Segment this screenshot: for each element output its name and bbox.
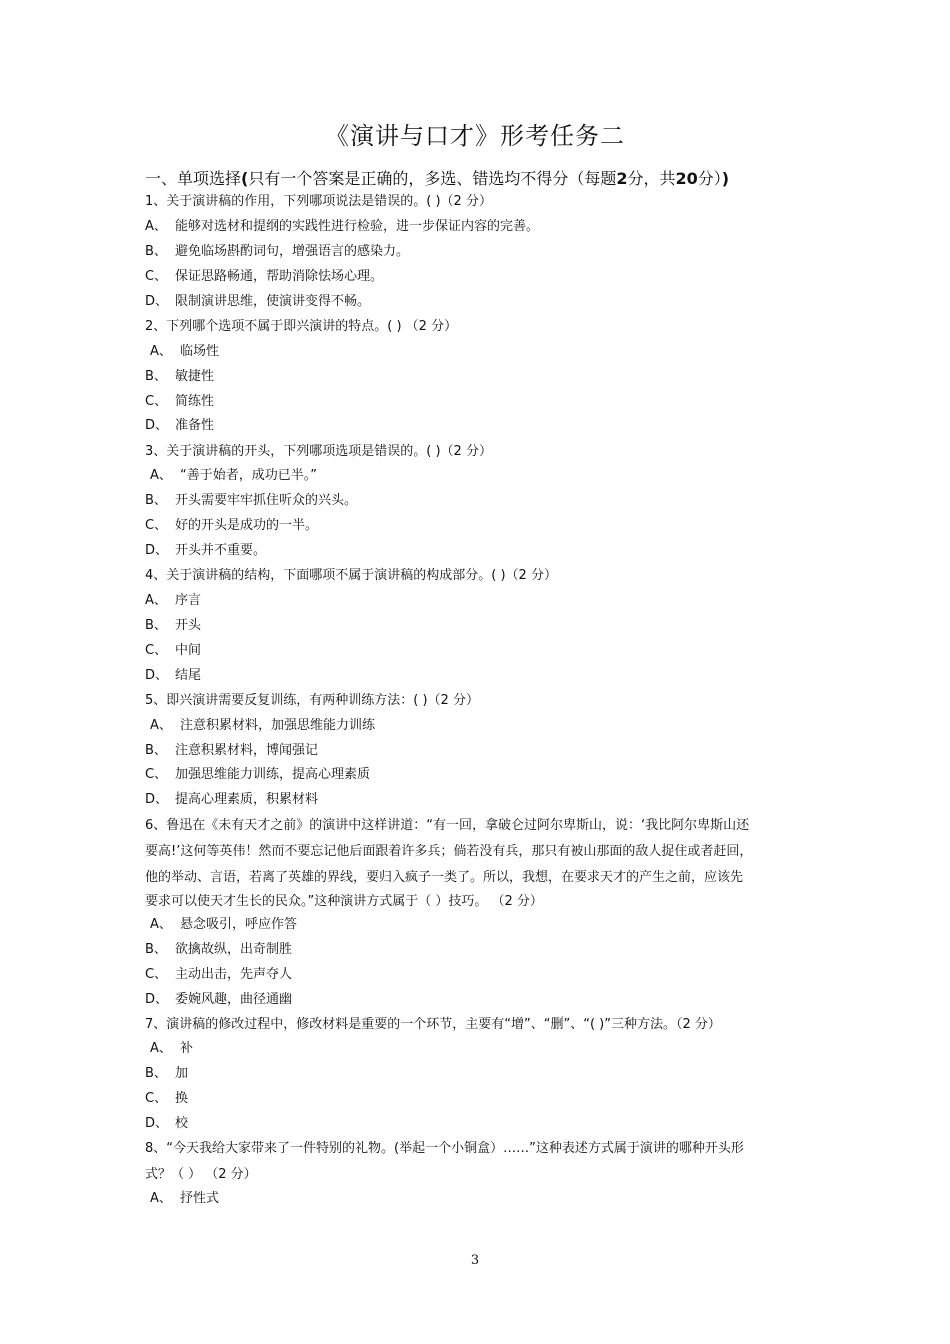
- question-6-line-3: 他的举动、言语，若离了英雄的界线，要归入疯子一类了。所以，我想，在要求天才的产生之前，应该先: [145, 870, 744, 885]
- option-text: 限制演讲思维，使演讲变得不畅。: [175, 294, 371, 309]
- option-text: 中间: [175, 643, 202, 658]
- option-text: 开头并不重要。: [175, 543, 267, 558]
- option-letter: D、: [145, 792, 169, 807]
- option-text: 好的开头是成功的一半。: [175, 518, 319, 533]
- option-letter: C、: [145, 394, 168, 409]
- option-letter: D、: [145, 543, 169, 558]
- option-text: 欲擒故纵，出奇制胜: [175, 942, 293, 957]
- option-text: 加强思维能力训练，提高心理素质: [175, 767, 371, 782]
- question-3: 3、关于演讲稿的开头，下列哪项选项是错误的。( )（2 分）: [145, 444, 492, 459]
- option-text: 能够对选材和提纲的实践性进行检验，进一步保证内容的完善。: [175, 219, 540, 234]
- option-text: 校: [175, 1116, 189, 1131]
- option-letter: C、: [145, 643, 168, 658]
- option-text: 委婉风趣，曲径通幽: [175, 992, 293, 1007]
- option-letter: A、: [150, 917, 172, 932]
- question-2: 2、下列哪个选项不属于即兴演讲的特点。( ) （2 分）: [145, 319, 458, 334]
- option-text: 开头需要牢牢抓住听众的兴头。: [175, 493, 358, 508]
- q3-option-d: [145, 542, 266, 560]
- q1-option-b: [145, 243, 409, 261]
- question-1: 1、关于演讲稿的作用，下列哪项说法是错误的。( )（2 分）: [145, 194, 492, 209]
- question-8-line-2: 式？（ ） （2 分）: [145, 1167, 257, 1182]
- question-6-line-4: 要求可以使天才生长的民众。”这种演讲方式属于（ ）技巧。 （2 分）: [145, 894, 543, 909]
- option-text: 序言: [175, 593, 202, 608]
- q1-option-c: [145, 268, 383, 286]
- option-text: 结尾: [175, 668, 202, 683]
- question-5: 5、即兴演讲需要反复训练，有两种训练方法：( )（2 分）: [145, 693, 479, 708]
- option-letter: B、: [145, 1066, 167, 1081]
- page-number: 3: [470, 1253, 480, 1268]
- option-text: 开头: [175, 618, 202, 633]
- q4-option-a: [145, 592, 201, 610]
- option-letter: B、: [145, 942, 167, 957]
- q8-option-a: [150, 1190, 219, 1208]
- q5-option-c: [145, 766, 370, 784]
- q3-option-b: [145, 492, 357, 510]
- option-letter: A、: [145, 219, 167, 234]
- q7-option-a: [150, 1040, 193, 1058]
- option-text: 敏捷性: [175, 369, 215, 384]
- q6-option-a: [150, 916, 297, 934]
- section-prefix: 一、单项选择: [145, 169, 242, 188]
- option-text: 简练性: [175, 394, 215, 409]
- option-letter: D、: [145, 418, 169, 433]
- q2-option-a: [150, 343, 219, 361]
- option-text: 抒性式: [180, 1191, 220, 1206]
- q4-option-b: [145, 617, 201, 635]
- option-text: 保证思路畅通，帮助消除怯场心理。: [175, 269, 384, 284]
- q3-option-a: [150, 467, 317, 485]
- option-text: 注意积累材料，加强思维能力训练: [180, 718, 376, 733]
- option-letter: B、: [145, 618, 167, 633]
- option-text: 加: [175, 1066, 189, 1081]
- option-letter: B、: [145, 743, 167, 758]
- option-text: 主动出击，先声夺人: [175, 967, 293, 982]
- option-letter: A、: [150, 1041, 172, 1056]
- option-text: 注意积累材料，博闻强记: [175, 743, 319, 758]
- question-4: 4、关于演讲稿的结构，下面哪项不属于演讲稿的构成部分。( )（2 分）: [145, 568, 557, 583]
- option-letter: A、: [150, 1191, 172, 1206]
- q2-option-c: [145, 393, 214, 411]
- option-letter: B、: [145, 244, 167, 259]
- section-num1: 2: [616, 169, 628, 188]
- option-letter: D、: [145, 992, 169, 1007]
- question-6-line-2: 要高!’这何等英伟！然而不要忘记他后面跟着许多兵；倘若没有兵，那只有被山那面的敌人捉住或者赶回，: [145, 844, 753, 859]
- q7-option-d: [145, 1115, 188, 1133]
- option-letter: B、: [145, 369, 167, 384]
- option-text: 临场性: [180, 344, 220, 359]
- section-part1: 只有一个答案是正确的，多选、错选均不得分（每题: [248, 169, 617, 188]
- q2-option-b: [145, 368, 214, 386]
- q7-option-b: [145, 1065, 188, 1083]
- option-letter: A、: [150, 344, 172, 359]
- option-text: 换: [175, 1091, 189, 1106]
- section-num2: 20: [675, 169, 698, 188]
- section-part2: 分，共: [627, 169, 676, 188]
- option-text: 避免临场斟酌词句，增强语言的感染力。: [175, 244, 410, 259]
- option-letter: B、: [145, 493, 167, 508]
- q2-option-d: [145, 417, 214, 435]
- section-close-paren: ): [721, 169, 730, 188]
- option-letter: D、: [145, 668, 169, 683]
- section-heading: [145, 166, 729, 189]
- q4-option-c: [145, 642, 201, 660]
- section-open-paren: (: [241, 169, 249, 188]
- q5-option-b: [145, 742, 318, 760]
- q5-option-d: [145, 791, 318, 809]
- option-text: 悬念吸引，呼应作答: [180, 917, 298, 932]
- question-7: 7、演讲稿的修改过程中，修改材料是重要的一个环节，主要有“增”、“删”、“( )”三种方法。（2 分）: [145, 1017, 721, 1032]
- option-letter: D、: [145, 294, 169, 309]
- question-8-line-1: 8、“今天我给大家带来了一件特别的礼物。(举起一个小铜盒）……”这种表述方式属于演讲的哪种开头形: [145, 1141, 744, 1156]
- q1-option-d: [145, 293, 370, 311]
- option-letter: A、: [145, 593, 167, 608]
- option-letter: C、: [145, 1091, 168, 1106]
- option-letter: C、: [145, 967, 168, 982]
- option-letter: C、: [145, 767, 168, 782]
- option-letter: C、: [145, 518, 168, 533]
- q1-option-a: [145, 218, 539, 236]
- document-title: 《演讲与口才》形考任务二: [325, 122, 625, 150]
- section-part3: 分）: [697, 169, 722, 188]
- q5-option-a: [150, 717, 375, 735]
- q6-option-b: [145, 941, 292, 959]
- question-6-line-1: 6、鲁迅在《未有天才之前》的演讲中这样讲道：“有一回，拿破仑过阿尔卑斯山，说：‘我比阿尔卑斯山还: [145, 818, 750, 833]
- option-text: “善于始者，成功已半。”: [180, 468, 317, 483]
- option-text: 补: [180, 1041, 194, 1056]
- option-text: 准备性: [175, 418, 215, 433]
- option-letter: C、: [145, 269, 168, 284]
- option-text: 提高心理素质，积累材料: [175, 792, 319, 807]
- q3-option-c: [145, 517, 318, 535]
- option-letter: A、: [150, 718, 172, 733]
- q6-option-c: [145, 966, 292, 984]
- q7-option-c: [145, 1090, 188, 1108]
- q4-option-d: [145, 667, 201, 685]
- option-letter: D、: [145, 1116, 169, 1131]
- option-letter: A、: [150, 468, 172, 483]
- q6-option-d: [145, 991, 292, 1009]
